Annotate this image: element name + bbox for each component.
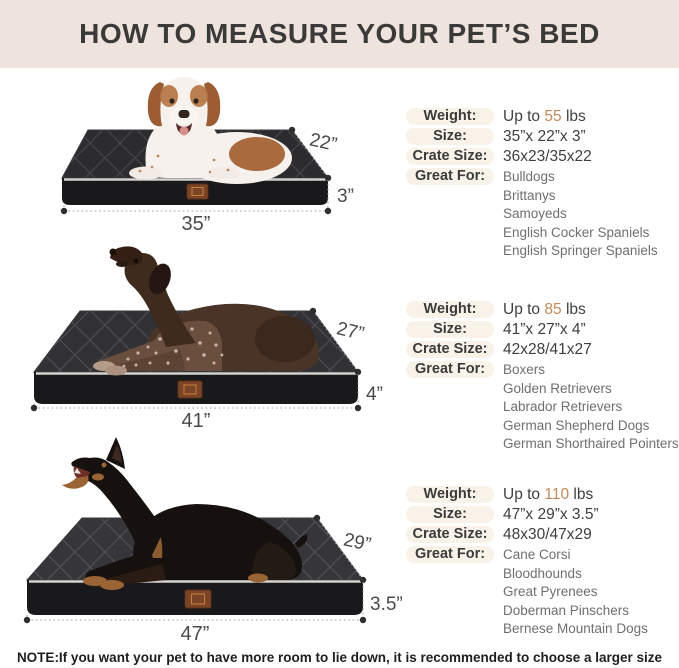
weight-value <box>503 301 586 318</box>
up-to-text: Up to <box>503 486 541 503</box>
crate-row <box>406 526 676 543</box>
size-label: Size: <box>406 506 494 523</box>
weight-value <box>503 486 593 503</box>
dimension-width <box>24 615 366 645</box>
great-for-label: Great For: <box>406 361 494 378</box>
crate-label: Crate Size: <box>406 341 494 358</box>
bottom-note: NOTE:If you want your pet to have more room to lie down, it is recommended to choose a larger size <box>16 650 663 665</box>
great-for-row <box>406 546 676 639</box>
crate-row <box>406 148 676 165</box>
crate-label: Crate Size: <box>406 526 494 543</box>
width-label: 41” <box>181 410 211 432</box>
size-label: Size: <box>406 128 494 145</box>
section-small-bed <box>0 68 679 258</box>
breed-item: Cane Corsi <box>503 547 571 562</box>
breed-list <box>494 546 648 639</box>
brand-patch-icon <box>187 184 208 199</box>
crate-row <box>406 341 676 358</box>
dimension-height <box>328 180 354 211</box>
breed-item: Samoyeds <box>503 206 567 221</box>
size-value: 47”x 29”x 3.5” <box>503 506 599 523</box>
height-label: 3.5” <box>370 594 403 615</box>
breed-item: Brittanys <box>503 187 556 203</box>
lbs-text: lbs <box>565 301 586 318</box>
lbs-text: lbs <box>565 108 586 125</box>
breed-item: Bloodhounds <box>503 565 582 581</box>
weight-number: 85 <box>544 301 562 318</box>
size-label: Size: <box>406 321 494 338</box>
spec-panel-large <box>406 486 676 642</box>
width-label: 47” <box>180 623 210 645</box>
section-large-bed <box>0 432 679 648</box>
dimension-height <box>363 582 403 620</box>
crate-label: Crate Size: <box>406 148 494 165</box>
brand-patch-icon <box>185 590 211 608</box>
breed-item: Great Pyrenees <box>503 584 598 599</box>
depth-label: 27” <box>334 318 366 345</box>
weight-number: 110 <box>544 486 570 503</box>
breed-item: Bulldogs <box>503 169 555 184</box>
breed-item: Bernese Mountain Dogs <box>503 621 648 636</box>
height-label: 3” <box>337 186 354 207</box>
crate-value: 48x30/47x29 <box>503 526 592 543</box>
size-row <box>406 128 676 145</box>
great-for-label: Great For: <box>406 168 494 185</box>
weight-label: Weight: <box>406 108 494 125</box>
breed-item: Boxers <box>503 362 546 377</box>
weight-value <box>503 108 586 125</box>
crate-value: 42x28/41x27 <box>503 341 592 358</box>
breed-item: English Springer Spaniels <box>503 243 658 258</box>
header-band <box>0 0 679 68</box>
size-row <box>406 506 676 523</box>
size-value: 35”x 22”x 3” <box>503 128 586 145</box>
dimension-width <box>31 404 361 432</box>
up-to-text: Up to <box>503 301 541 318</box>
height-label: 4” <box>366 384 383 405</box>
brand-patch-icon <box>178 381 202 398</box>
breed-item: Labrador Retrievers <box>503 399 623 414</box>
dimension-height <box>358 374 383 408</box>
depth-label: 29” <box>341 529 373 556</box>
width-label: 35” <box>181 213 211 235</box>
section-medium-bed <box>0 235 679 451</box>
size-value: 41”x 27”x 4” <box>503 321 586 338</box>
size-row <box>406 321 676 338</box>
great-for-label: Great For: <box>406 546 494 563</box>
bed-scene-medium <box>0 235 400 432</box>
weight-label: Weight: <box>406 486 494 503</box>
weight-row <box>406 486 676 503</box>
weight-row <box>406 108 676 125</box>
weight-label: Weight: <box>406 301 494 318</box>
page-title: HOW TO MEASURE YOUR PET’S BED <box>79 18 600 49</box>
breed-item: German Shepherd Dogs <box>503 417 650 433</box>
breed-item: German Shorthaired Pointers <box>503 436 679 451</box>
bed-scene-large <box>0 432 410 648</box>
up-to-text: Up to <box>503 108 541 125</box>
crate-value: 36x23/35x22 <box>503 148 592 165</box>
weight-number: 55 <box>544 108 562 125</box>
depth-label: 22” <box>307 129 339 156</box>
weight-row <box>406 301 676 318</box>
breed-item: Doberman Pinschers <box>503 602 630 618</box>
bed-scene-small <box>0 68 400 235</box>
breed-item: Golden Retrievers <box>503 380 612 396</box>
lbs-text: lbs <box>573 486 594 503</box>
breed-item: English Cocker Spaniels <box>503 224 650 240</box>
dimension-width <box>61 205 331 235</box>
